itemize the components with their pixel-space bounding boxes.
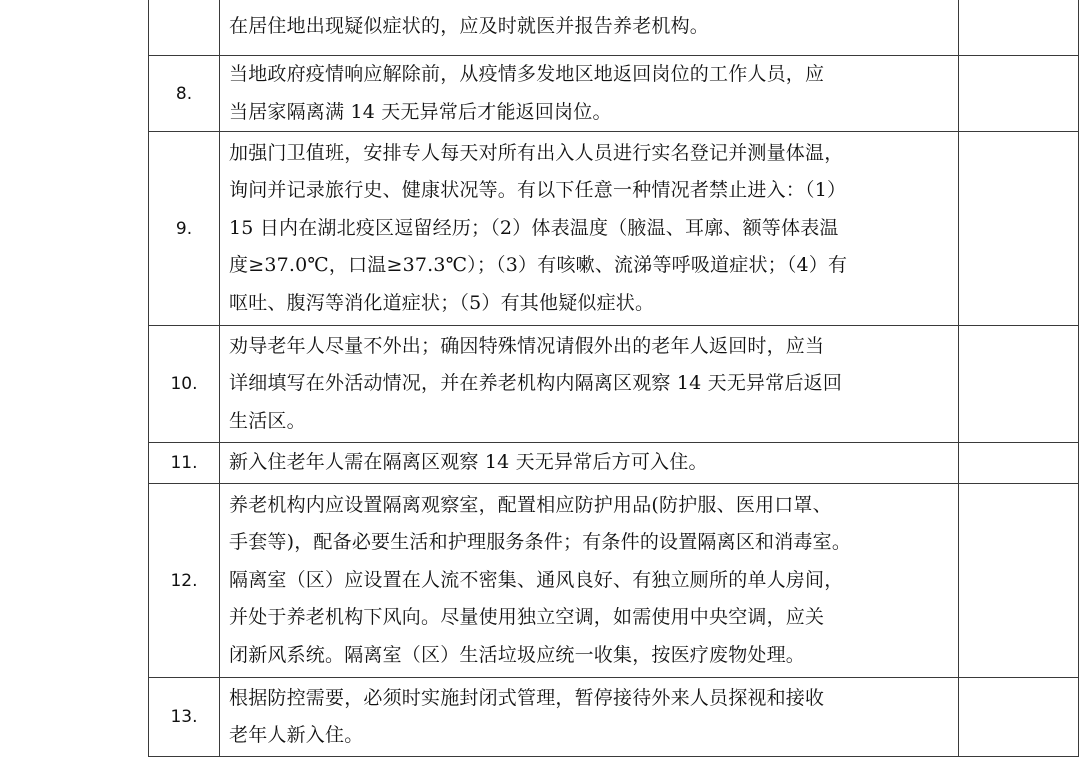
table-row <box>149 443 1079 484</box>
table-body <box>149 0 1079 757</box>
table-row <box>149 56 1079 132</box>
text-line: 加强门卫值班，安排专人每天对所有出入人员进行实名登记并测量体温， <box>229 141 844 164</box>
item-number: 9. <box>149 132 220 326</box>
remarks-cell <box>959 326 1079 443</box>
text-line: 呕吐、腹泻等消化道症状；（5）有其他疑似症状。 <box>229 291 655 314</box>
table-row <box>149 484 1079 678</box>
text-line: 劝导老年人尽量不外出；确因特殊情况请假外出的老年人返回时，应当 <box>229 334 825 357</box>
text-line: 养老机构内应设置隔离观察室，配置相应防护用品(防护服、医用口罩、 <box>229 493 832 516</box>
text-line: 在居住地出现疑似症状的，应及时就医并报告养老机构。 <box>229 15 710 38</box>
table-row <box>149 0 1079 56</box>
item-text <box>220 132 959 326</box>
text-line: 生活区。 <box>229 409 306 432</box>
item-text <box>220 484 959 678</box>
text-line: 当地政府疫情响应解除前，从疫情多发地区地返回岗位的工作人员，应 <box>229 63 825 85</box>
item-text <box>220 56 959 132</box>
item-number: 11. <box>149 443 220 484</box>
text-line: 老年人新入住。 <box>229 724 364 746</box>
item-text <box>220 678 959 757</box>
item-number: 12. <box>149 484 220 678</box>
item-text <box>220 443 959 484</box>
item-number: 10. <box>149 326 220 443</box>
text-line: 新入住老年人需在隔离区观察 14 天无异常后方可入住。 <box>229 451 708 474</box>
remarks-cell <box>959 678 1079 757</box>
text-line: 15 日内在湖北疫区逗留经历；（2）体表温度（腋温、耳廓、额等体表温 <box>229 216 839 239</box>
text-line: 当居家隔离满 14 天无异常后才能返回岗位。 <box>229 100 612 123</box>
remarks-cell <box>959 0 1079 56</box>
remarks-cell <box>959 56 1079 132</box>
remarks-cell <box>959 443 1079 484</box>
text-line: 闭新风系统。隔离室（区）生活垃圾应统一收集，按医疗废物处理。 <box>229 643 806 666</box>
table-row <box>149 132 1079 326</box>
text-line: 度≥37.0℃，口温≥37.3℃）；（3）有咳嗽、流涕等呼吸道症状；（4）有 <box>229 254 848 277</box>
text-line: 并处于养老机构下风向。尽量使用独立空调，如需使用中央空调，应关 <box>229 606 825 629</box>
item-text <box>220 0 959 56</box>
text-line: 手套等)，配备必要生活和护理服务条件；有条件的设置隔离区和消毒室。 <box>229 531 852 554</box>
item-text <box>220 326 959 443</box>
text-line: 隔离室（区）应设置在人流不密集、通风良好、有独立厕所的单人房间， <box>229 568 844 591</box>
text-line: 详细填写在外活动情况，并在养老机构内隔离区观察 14 天无异常后返回 <box>229 372 843 395</box>
table-row <box>149 326 1079 443</box>
item-number <box>149 0 220 56</box>
text-line: 询问并记录旅行史、健康状况等。有以下任意一种情况者禁止进入：（1） <box>229 179 847 202</box>
text-line: 根据防控需要，必须时实施封闭式管理，暂停接待外来人员探视和接收 <box>229 686 825 709</box>
item-number: 13. <box>149 678 220 757</box>
remarks-cell <box>959 484 1079 678</box>
item-number: 8. <box>149 56 220 132</box>
prevention-measures-table <box>148 0 1079 757</box>
remarks-cell <box>959 132 1079 326</box>
table-row <box>149 678 1079 757</box>
